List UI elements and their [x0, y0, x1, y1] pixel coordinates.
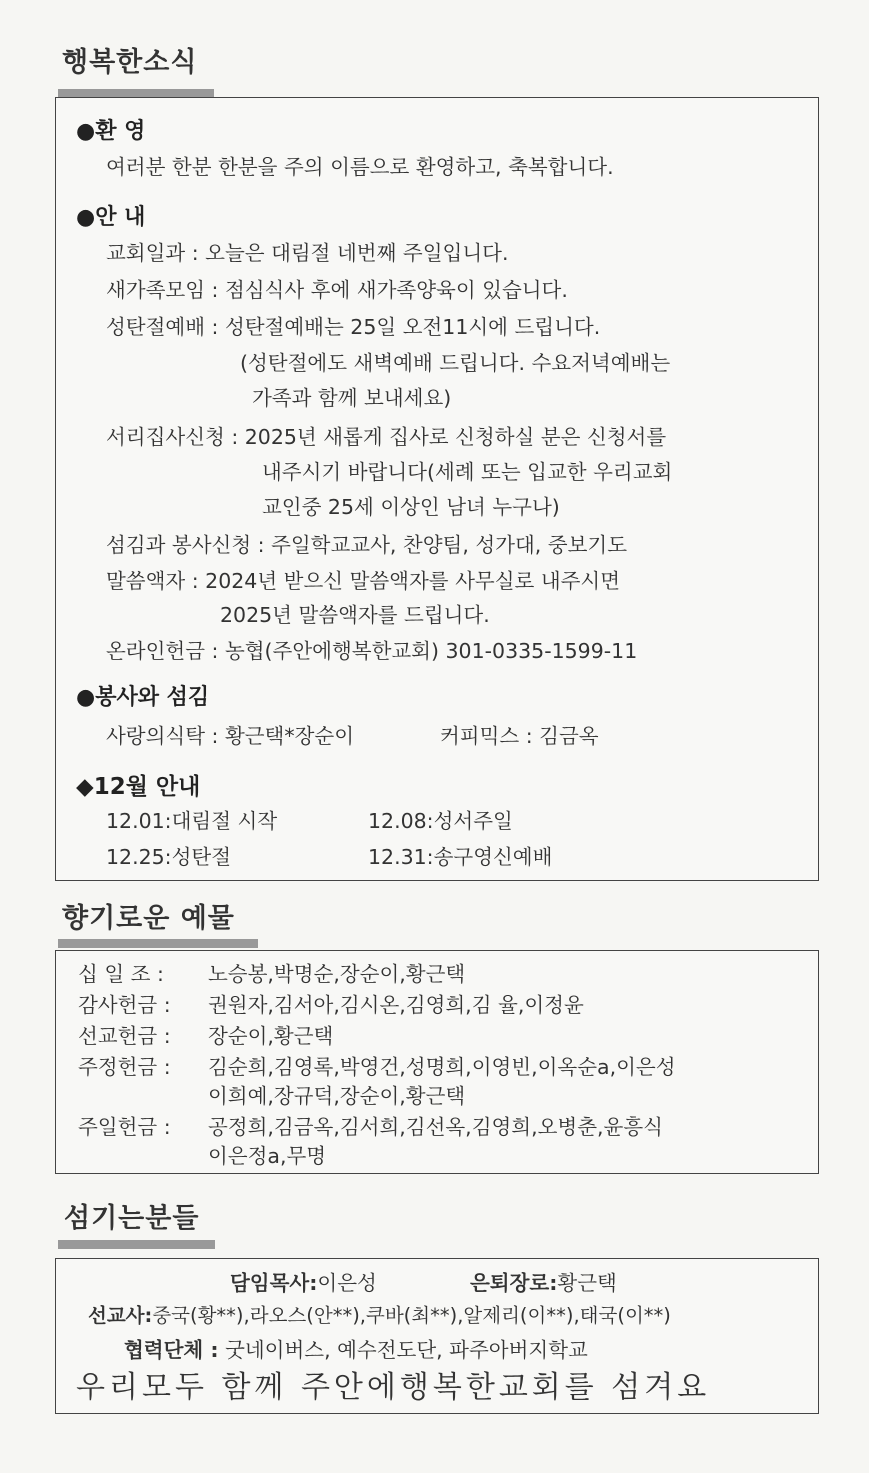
notice-item: 2025년 말씀액자를 드립니다. [220, 603, 490, 627]
notice-item: 가족과 함께 보내세요) [252, 386, 452, 410]
partner-line [124, 1333, 588, 1363]
service-left: 사랑의식탁 : 황근택*장순이 [106, 724, 355, 748]
missionary-label: 선교사: [88, 1304, 153, 1327]
offerings-section-title: 향기로운 예물 [62, 903, 235, 934]
welcome-text: 여러분 한분 한분을 주의 이름으로 환영하고, 축복합니다. [106, 155, 614, 179]
offering-names: 김순희,김영록,박영건,성명희,이영빈,이옥순a,이은성 [208, 1055, 676, 1079]
offering-names: 권원자,김서아,김시온,김영희,김 율,이정윤 [208, 993, 584, 1017]
notice-item: 성탄절예배 : 성탄절예배는 25일 오전11시에 드립니다. [106, 315, 601, 339]
notice-item: 온라인헌금 : 농협(주안에행복한교회) 301-0335-1599-11 [106, 639, 638, 663]
service-right: 커피믹스 : 김금옥 [440, 724, 599, 748]
service-heading: ●봉사와 섬김 [76, 685, 210, 710]
offering-names: 이희예,장규덕,장순이,황근택 [208, 1084, 466, 1108]
elder-line [470, 1266, 617, 1296]
servants-title-underline [58, 1240, 215, 1249]
offering-label: 십 일 조 : [78, 962, 164, 986]
offerings-title-underline [58, 939, 258, 948]
missionary-line [88, 1300, 671, 1328]
notice-item: 서리집사신청 : 2025년 새롭게 집사로 신청하실 분은 신청서를 [106, 425, 667, 449]
notice-item: 섬김과 봉사신청 : 주일학교교사, 찬양팀, 성가대, 중보기도 [106, 533, 628, 557]
elder-name: 황근택 [557, 1271, 617, 1295]
motto: 우리모두 함께 주안에행복한교회를 섬겨요 [76, 1370, 711, 1405]
offering-label: 주일헌금 : [78, 1115, 171, 1139]
offering-names: 노승봉,박명순,장순이,황근택 [208, 962, 466, 986]
december-item: 12.31:송구영신예배 [368, 845, 553, 869]
servants-section-title: 섬기는분들 [64, 1203, 200, 1234]
notice-item: 내주시기 바랍니다(세례 또는 입교한 우리교회 [262, 460, 673, 484]
offering-names: 장순이,황근택 [208, 1024, 334, 1048]
december-item: 12.08:성서주일 [368, 809, 513, 833]
notice-item: 말씀액자 : 2024년 받으신 말씀액자를 사무실로 내주시면 [106, 569, 621, 593]
offering-names: 이은정a,무명 [208, 1144, 327, 1168]
offering-names: 공정희,김금옥,김서희,김선옥,김영희,오병춘,윤흥식 [208, 1115, 663, 1139]
december-heading: ◆12월 안내 [76, 774, 201, 800]
december-item: 12.01:대림절 시작 [106, 809, 278, 833]
partner-list: 굿네이버스, 예수전도단, 파주아버지학교 [225, 1338, 588, 1362]
december-item: 12.25:성탄절 [106, 845, 232, 869]
notice-item: 교회일과 : 오늘은 대림절 네번째 주일입니다. [106, 241, 509, 265]
notice-item: 새가족모임 : 점심식사 후에 새가족양육이 있습니다. [106, 278, 568, 302]
notice-item: (성탄절에도 새벽예배 드립니다. 수요저녁예배는 [240, 351, 671, 375]
elder-label: 은퇴장로: [470, 1271, 558, 1295]
offering-label: 감사헌금 : [78, 993, 171, 1017]
offering-label: 선교헌금 : [78, 1024, 171, 1048]
offering-label: 주정헌금 : [78, 1055, 171, 1079]
partner-label: 협력단체 : [124, 1338, 219, 1362]
welcome-heading: ●환 영 [76, 119, 146, 144]
notice-heading: ●안 내 [76, 205, 146, 230]
pastor-label: 담임목사: [230, 1271, 318, 1295]
pastor-line [230, 1266, 377, 1296]
news-section-title: 행복한소식 [62, 47, 198, 78]
pastor-name: 이은성 [317, 1271, 377, 1295]
news-box [55, 97, 819, 881]
missionary-list: 중국(황**),라오스(안**),쿠바(최**),알제리(이**),태국(이**) [152, 1304, 671, 1327]
notice-item: 교인중 25세 이상인 남녀 누구나) [262, 495, 560, 519]
